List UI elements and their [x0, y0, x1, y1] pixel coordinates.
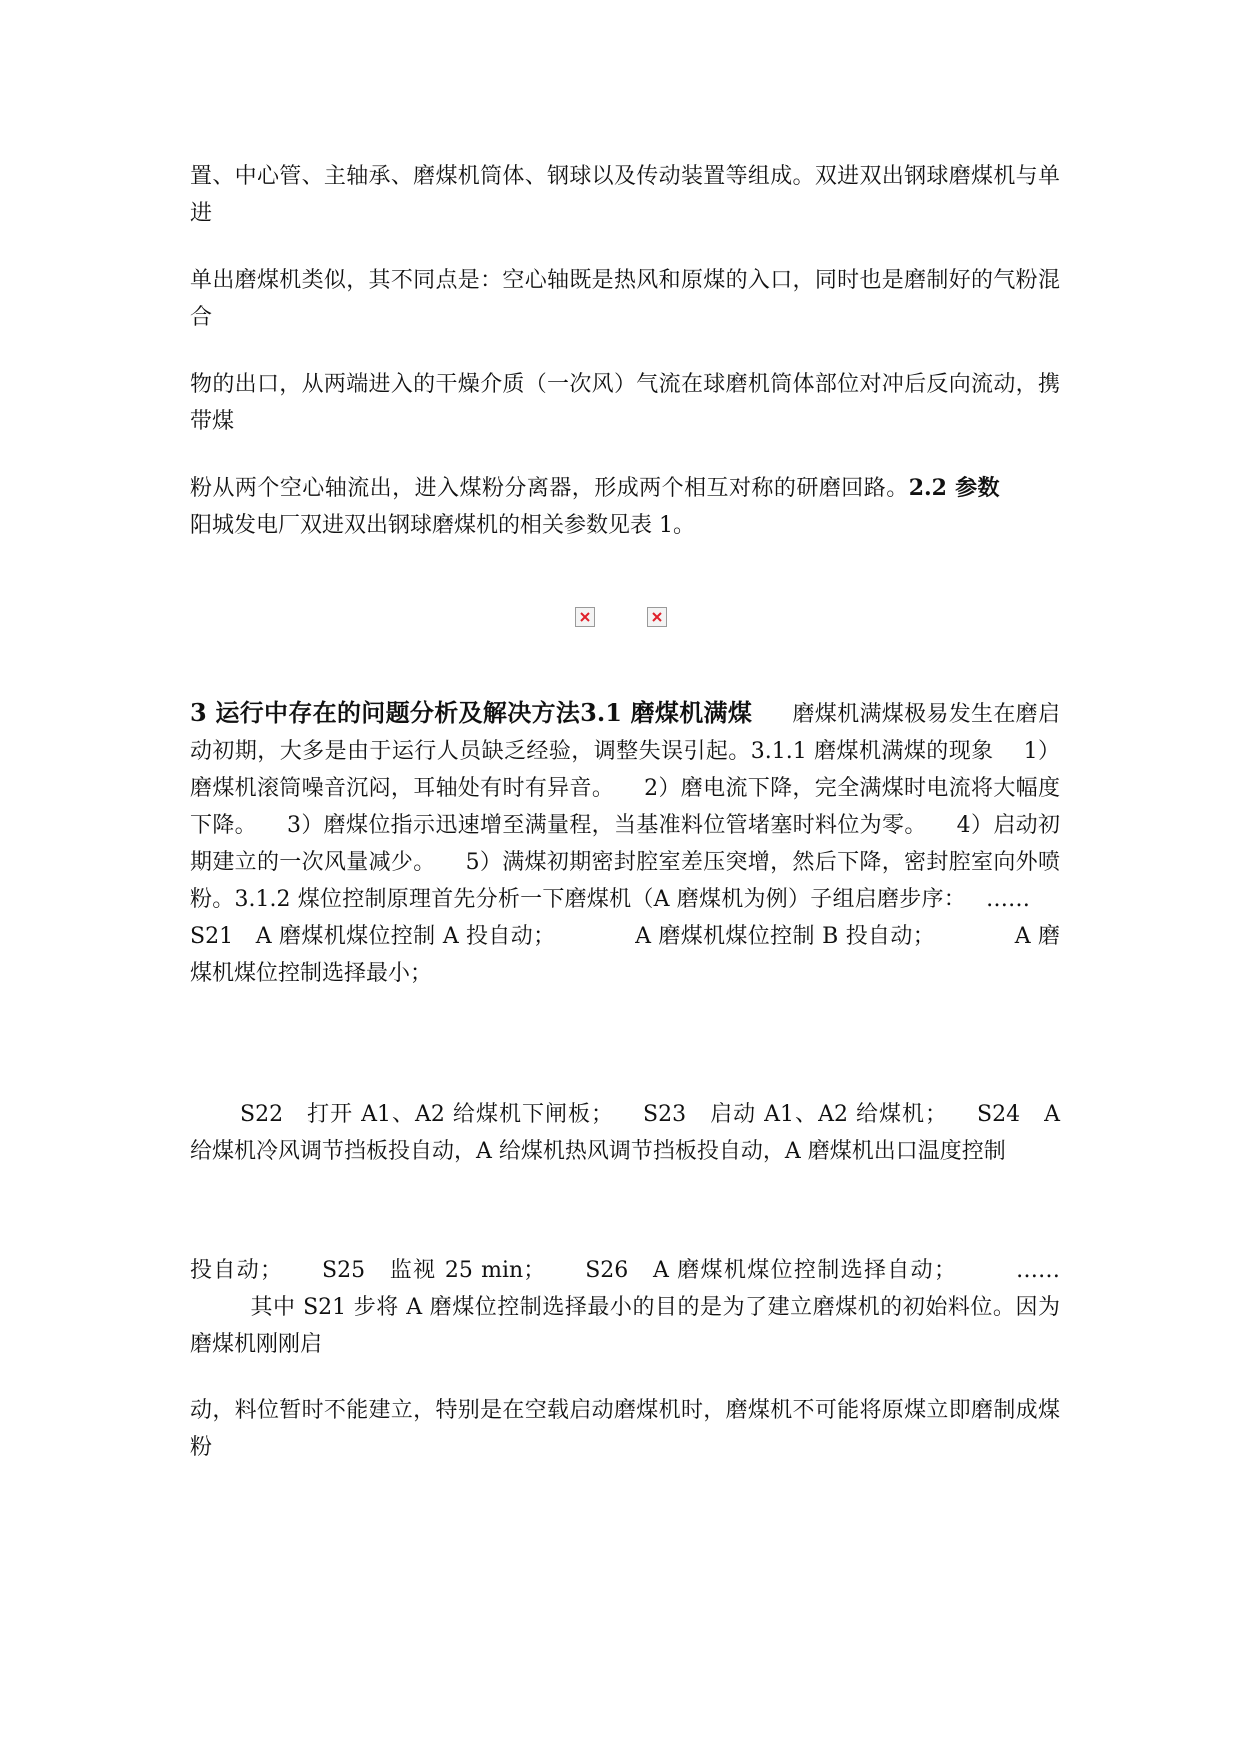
step-s23: S23 启动 A1、A2 给煤机；	[643, 1102, 948, 1127]
paragraph-text: 物的出口，从两端进入的干燥介质（一次风）气流在球磨机筒体部位对冲后反向流动，携带煤	[190, 372, 1060, 434]
broken-image-icon	[647, 607, 667, 627]
step-s25: S25 监视 25 min；	[322, 1258, 546, 1283]
list-item: 5）满煤初期密封腔室差压突增，然后下降，密封腔室向外喷粉。3.1.2 煤位控制原理	[190, 850, 1060, 912]
ellipsis: ……	[985, 887, 1030, 912]
broken-image-icon	[575, 607, 595, 627]
step-s21b: A 磨煤机煤位控制 B 投自动；	[635, 924, 935, 949]
paragraph-text: 动，料位暂时不能建立，特别是在空载启动磨煤机时，磨煤机不可能将原煤立即磨制成煤粉	[190, 1398, 1060, 1460]
paragraph-text: 单出磨煤机类似，其不同点是：空心轴既是热风和原煤的入口，同时也是磨制好的气粉混合	[190, 268, 1060, 330]
step-s24-tail: 投自动；	[190, 1258, 283, 1283]
step-s22: S22 打开 A1、A2 给煤机下闸板；	[240, 1102, 614, 1127]
list-item: 2）磨电流下降，完全满煤时电流将大幅度下降。	[190, 776, 1060, 838]
section-3-paragraph	[190, 694, 1060, 992]
step-s24: S24 A 给煤机冷风调节挡板投自动，A 给煤机热风调节挡板投自动，A 磨煤机出口温度控制	[190, 1102, 1060, 1164]
steps-paragraph	[190, 1096, 1060, 1170]
list-item: 1）磨煤机滚筒噪音沉闷，耳轴处有时有异音。	[190, 739, 1060, 801]
paragraph-4	[190, 470, 1060, 544]
paragraph-text: 粉从两个空心轴流出，进入煤粉分离器，形成两个相互对称的研磨回路。	[190, 476, 909, 501]
paragraph-text: 磨煤机满煤极易发生在磨启动初期，大多是由于运行人员缺乏经验，调整失误引起。3.1.1 磨煤机满煤的现象	[190, 702, 1060, 764]
paragraph-text: 阳城发电厂双进双出钢球磨煤机的相关参数见表 1。	[190, 513, 695, 538]
step-s21: S21 A 磨煤机煤位控制 A 投自动；	[190, 924, 556, 949]
step-s26: S26 A 磨煤机煤位控制选择自动；	[585, 1258, 956, 1283]
list-item: 4）启动初期建立的一次风量减少。	[190, 813, 1060, 875]
paragraph-2	[190, 262, 1060, 336]
step-s21c: A 磨煤机煤位控制选择最小；	[190, 924, 1060, 986]
section-heading-3: 3 运行中存在的问题分析及解决方法3.1 磨煤机满煤	[190, 698, 753, 727]
paragraph-text: 置、中心管、主轴承、磨煤机筒体、钢球以及传动装置等组成。双进双出钢球磨煤机与单进	[190, 164, 1060, 226]
list-item: 3）磨煤位指示迅速增至满量程，当基准料位管堵塞时料位为零。	[287, 813, 927, 838]
paragraph-last	[190, 1392, 1060, 1466]
paragraph-text: 其中 S21 步将 A 磨煤位控制选择最小的目的是为了建立磨煤机的初始料位。因为磨煤机刚刚启	[190, 1295, 1060, 1357]
paragraph-3	[190, 366, 1060, 440]
ellipsis: ……	[1016, 1258, 1060, 1283]
paragraph-text: 首先分析一下磨煤机（A 磨煤机为例）子组启磨步序：	[431, 887, 966, 912]
section-heading-2-2: 2.2 参数	[908, 475, 1000, 501]
steps-paragraph-2	[190, 1252, 1060, 1363]
paragraph-1	[190, 158, 1060, 232]
